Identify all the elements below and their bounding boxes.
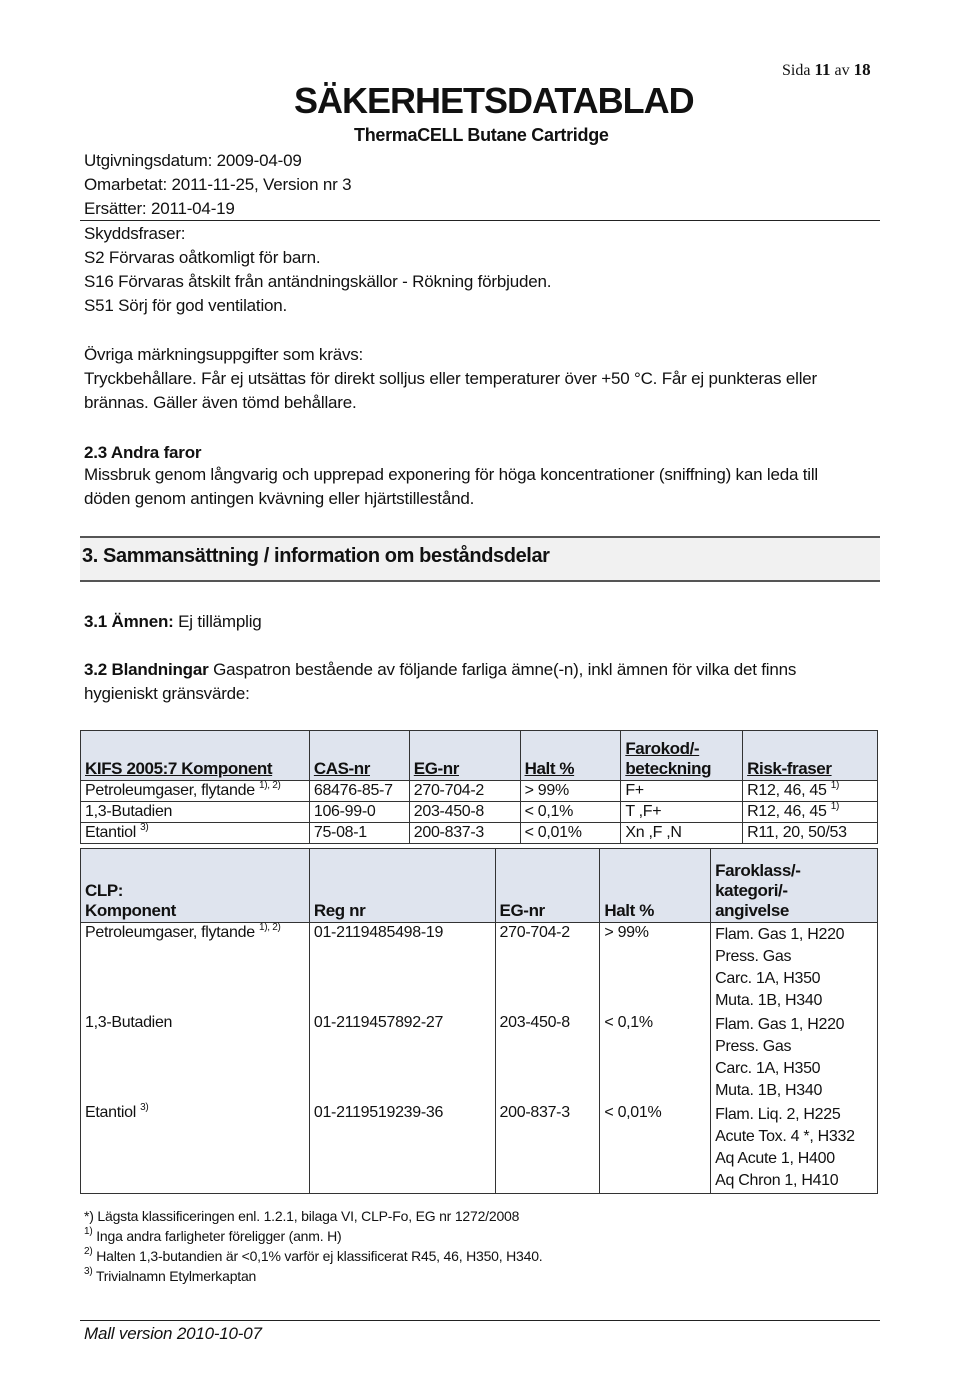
cas-number: 106-99-0 bbox=[309, 802, 409, 823]
component-name: 1,3-Butadien bbox=[81, 1013, 310, 1103]
footnote-2: $^{2)}$ Halten 1,3-butandien är <0,1% varför ej klassificerat R45, 46, H350, H340. bbox=[84, 1246, 543, 1264]
clp-header-row bbox=[81, 849, 878, 923]
table-row bbox=[81, 923, 878, 1014]
revision-info: Omarbetat: 2011-11-25, Version nr 3 bbox=[84, 175, 352, 194]
eg-number: 203-450-8 bbox=[409, 802, 520, 823]
section-2-3-line-2: döden genom antingen kvävning eller hjärtstillestånd. bbox=[84, 489, 475, 508]
footnote-star: *) Lägsta klassificeringen enl. 1.2.1, bilaga VI, CLP-Fo, EG nr 1272/2008 bbox=[84, 1208, 520, 1224]
hazard-code: Xn ,F ,N bbox=[621, 823, 743, 844]
reg-number: 01-2119519239-36 bbox=[309, 1103, 495, 1194]
hazard-classification: Flam. Liq. 2, H225 Acute Tox. 4 *, H332 Aq Acute 1, H400 Aq Chron 1, H410 bbox=[711, 1103, 878, 1194]
template-version: Mall version 2010-10-07 bbox=[84, 1324, 262, 1343]
clp-header-eg: EG-nr bbox=[495, 849, 600, 923]
section-2-3-heading: 2.3 Andra faror bbox=[84, 443, 202, 462]
concentration: < 0,1% bbox=[600, 1013, 711, 1103]
page-total: 18 bbox=[853, 60, 871, 79]
section-3-banner bbox=[80, 536, 880, 582]
section-3-2: 3.2 Blandningar Gaspatron bestående av följande farliga ämne(-n), inkl ämnen för vilka det finns bbox=[84, 660, 797, 679]
hazard-classification: Flam. Gas 1, H220 Press. Gas Carc. 1A, H350 Muta. 1B, H340 bbox=[711, 1013, 878, 1103]
kifs-header-eg: EG-nr bbox=[409, 731, 520, 781]
hazard-code: T ,F+ bbox=[621, 802, 743, 823]
section-3-1: 3.1 Ämnen: Ej tillämplig bbox=[84, 612, 262, 631]
kifs-table bbox=[80, 730, 878, 844]
kifs-header-row bbox=[81, 731, 878, 781]
eg-number: 270-704-2 bbox=[495, 923, 600, 1014]
component-name: Etantiol $^{3)}$ bbox=[81, 823, 310, 844]
section-3-heading: 3. Sammansättning / information om beståndsdelar bbox=[82, 545, 550, 567]
clp-header-component: CLP: Komponent bbox=[81, 849, 310, 923]
eg-number: 200-837-3 bbox=[495, 1103, 600, 1194]
table-row bbox=[81, 823, 878, 844]
kifs-header-risk: Risk-fraser bbox=[743, 731, 878, 781]
kifs-header-cas: CAS-nr bbox=[309, 731, 409, 781]
footnote-1: $^{1)}$ Inga andra farligheter föreligger (anm. H) bbox=[84, 1226, 342, 1244]
other-labelling-line-2: brännas. Gäller även tömd behållare. bbox=[84, 393, 357, 412]
clp-header-class: Faroklass/- kategori/- angivelse bbox=[711, 849, 878, 923]
table-row bbox=[81, 781, 878, 802]
document-title: SÄKERHETSDATABLAD bbox=[294, 80, 694, 121]
eg-number: 203-450-8 bbox=[495, 1013, 600, 1103]
concentration: > 99% bbox=[520, 781, 621, 802]
concentration: < 0,1% bbox=[520, 802, 621, 823]
section-3-2-line-2: hygieniskt gränsvärde: bbox=[84, 684, 250, 703]
footnote-3: $^{3)}$ Trivialnamn Etylmerkaptan bbox=[84, 1266, 257, 1284]
component-name: Etantiol $^{3)}$ bbox=[81, 1103, 310, 1194]
hazard-code: F+ bbox=[621, 781, 743, 802]
eg-number: 200-837-3 bbox=[409, 823, 520, 844]
footer-divider bbox=[80, 1320, 880, 1321]
safety-phrase-s16: S16 Förvaras åtskilt från antändningskällor - Rökning förbjuden. bbox=[84, 272, 552, 291]
page-current: 11 bbox=[814, 60, 831, 79]
product-name: ThermaCELL Butane Cartridge bbox=[354, 125, 609, 145]
concentration: > 99% bbox=[600, 923, 711, 1014]
section-2-3-line-1: Missbruk genom långvarig och upprepad exponering för höga koncentrationer (sniffning) kan leda till bbox=[84, 465, 819, 484]
eg-number: 270-704-2 bbox=[409, 781, 520, 802]
concentration: < 0,01% bbox=[600, 1103, 711, 1194]
other-labelling-line-1: Tryckbehållare. Får ej utsättas för direkt solljus eller temperaturer över +50 °C. Får ej punkteras eller bbox=[84, 369, 818, 388]
cas-number: 68476-85-7 bbox=[309, 781, 409, 802]
safety-phrase-s2: S2 Förvaras oåtkomligt för barn. bbox=[84, 248, 321, 267]
issue-date: Utgivningsdatum: 2009-04-09 bbox=[84, 151, 302, 170]
clp-header-halt: Halt % bbox=[600, 849, 711, 923]
kifs-header-component: KIFS 2005:7 Komponent bbox=[81, 731, 310, 781]
safety-phrase-s51: S51 Sörj för god ventilation. bbox=[84, 296, 288, 315]
kifs-header-faro: Farokod/- beteckning bbox=[621, 731, 743, 781]
risk-phrases: R11, 20, 50/53 bbox=[743, 823, 878, 844]
kifs-header-halt: Halt % bbox=[520, 731, 621, 781]
cas-number: 75-08-1 bbox=[309, 823, 409, 844]
table-row bbox=[81, 1013, 878, 1103]
reg-number: 01-2119485498-19 bbox=[309, 923, 495, 1014]
reg-number: 01-2119457892-27 bbox=[309, 1013, 495, 1103]
clp-header-reg: Reg nr bbox=[309, 849, 495, 923]
replaces-info: Ersätter: 2011-04-19 bbox=[84, 199, 235, 218]
component-name: Petroleumgaser, flytande $^{1), 2)}$ bbox=[81, 923, 310, 1014]
hazard-classification: Flam. Gas 1, H220 Press. Gas Carc. 1A, H350 Muta. 1B, H340 bbox=[711, 923, 878, 1014]
other-labelling-heading: Övriga märkningsuppgifter som krävs: bbox=[84, 345, 364, 364]
risk-phrases: R12, 46, 45 $^{1)}$ bbox=[743, 781, 878, 802]
table-row bbox=[81, 802, 878, 823]
component-name: Petroleumgaser, flytande $^{1), 2)}$ bbox=[81, 781, 310, 802]
risk-phrases: R12, 46, 45 $^{1)}$ bbox=[743, 802, 878, 823]
table-row bbox=[81, 1103, 878, 1194]
clp-table bbox=[80, 848, 878, 1194]
component-name: 1,3-Butadien bbox=[81, 802, 310, 823]
header-divider bbox=[80, 220, 880, 221]
page-number: Sida 11 av 18 bbox=[782, 60, 871, 79]
concentration: < 0,01% bbox=[520, 823, 621, 844]
safety-heading: Skyddsfraser: bbox=[84, 224, 186, 243]
